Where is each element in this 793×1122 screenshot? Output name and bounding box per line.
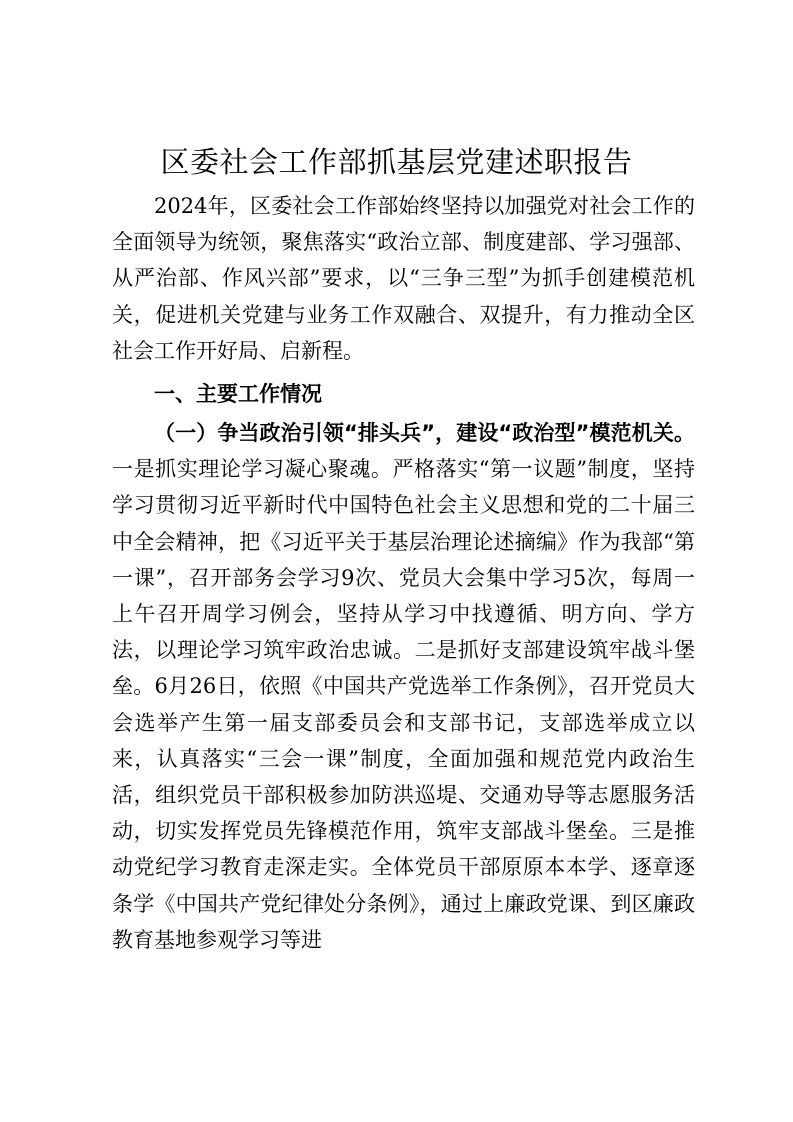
intro-paragraph xyxy=(112,188,695,369)
subsection-heading: （一）争当政治引领“排头兵”，建设“政治型”模范机关。 xyxy=(154,421,695,445)
intro-paragraph-text: 2024年，区委社会工作部始终坚持以加强党对社会工作的全面领导为统领，聚焦落实“政治立部、制度建部、学习强部、从严治部、作风兴部”要求，以“三争三型”为抓手创建模范机关，促进机关党建与业务工作双融合、双提升，有力推动全区社会工作开好局、启新程。 xyxy=(112,194,695,363)
document-title: 区委社会工作部抓基层党建述职报告 xyxy=(160,145,633,179)
subsection-paragraph xyxy=(112,415,695,958)
section-heading: 一、主要工作情况 xyxy=(154,382,322,406)
subsection-paragraph-wrapper xyxy=(112,415,695,958)
subsection-body-text: 一是抓实理论学习凝心聚魂。严格落实“第一议题”制度，坚持学习贯彻习近平新时代中国特色社会主义思想和党的二十届三中全会精神，把《习近平关于基层治理论述摘编》作为我部“第一课”，召开部务会学习9次、党员大会集中学习5次，每周一上午召开周学习例会，坚持从学习中找遵循、明方向、学方法，以理论学习筑牢政治忠诚。二是抓好支部建设筑牢战斗堡垒。6月26日，依照《中国共产党选举工作条例》，召开党员大会选举产生第一届支部委员会和支部书记，支部选举成立以来，认真落实“三会一课”制度，全面加强和规范党内政治生活，组织党员干部积极参加防洪巡堤、交通劝导等志愿服务活动，切实发挥党员先锋模范作用，筑牢支部战斗堡垒。三是推动党纪学习教育走深走实。全体党员干部原原本本学、逐章逐条学《中国共产党纪律处分条例》，通过上廉政党课、到区廉政教育基地参观学习等进 xyxy=(112,457,695,952)
